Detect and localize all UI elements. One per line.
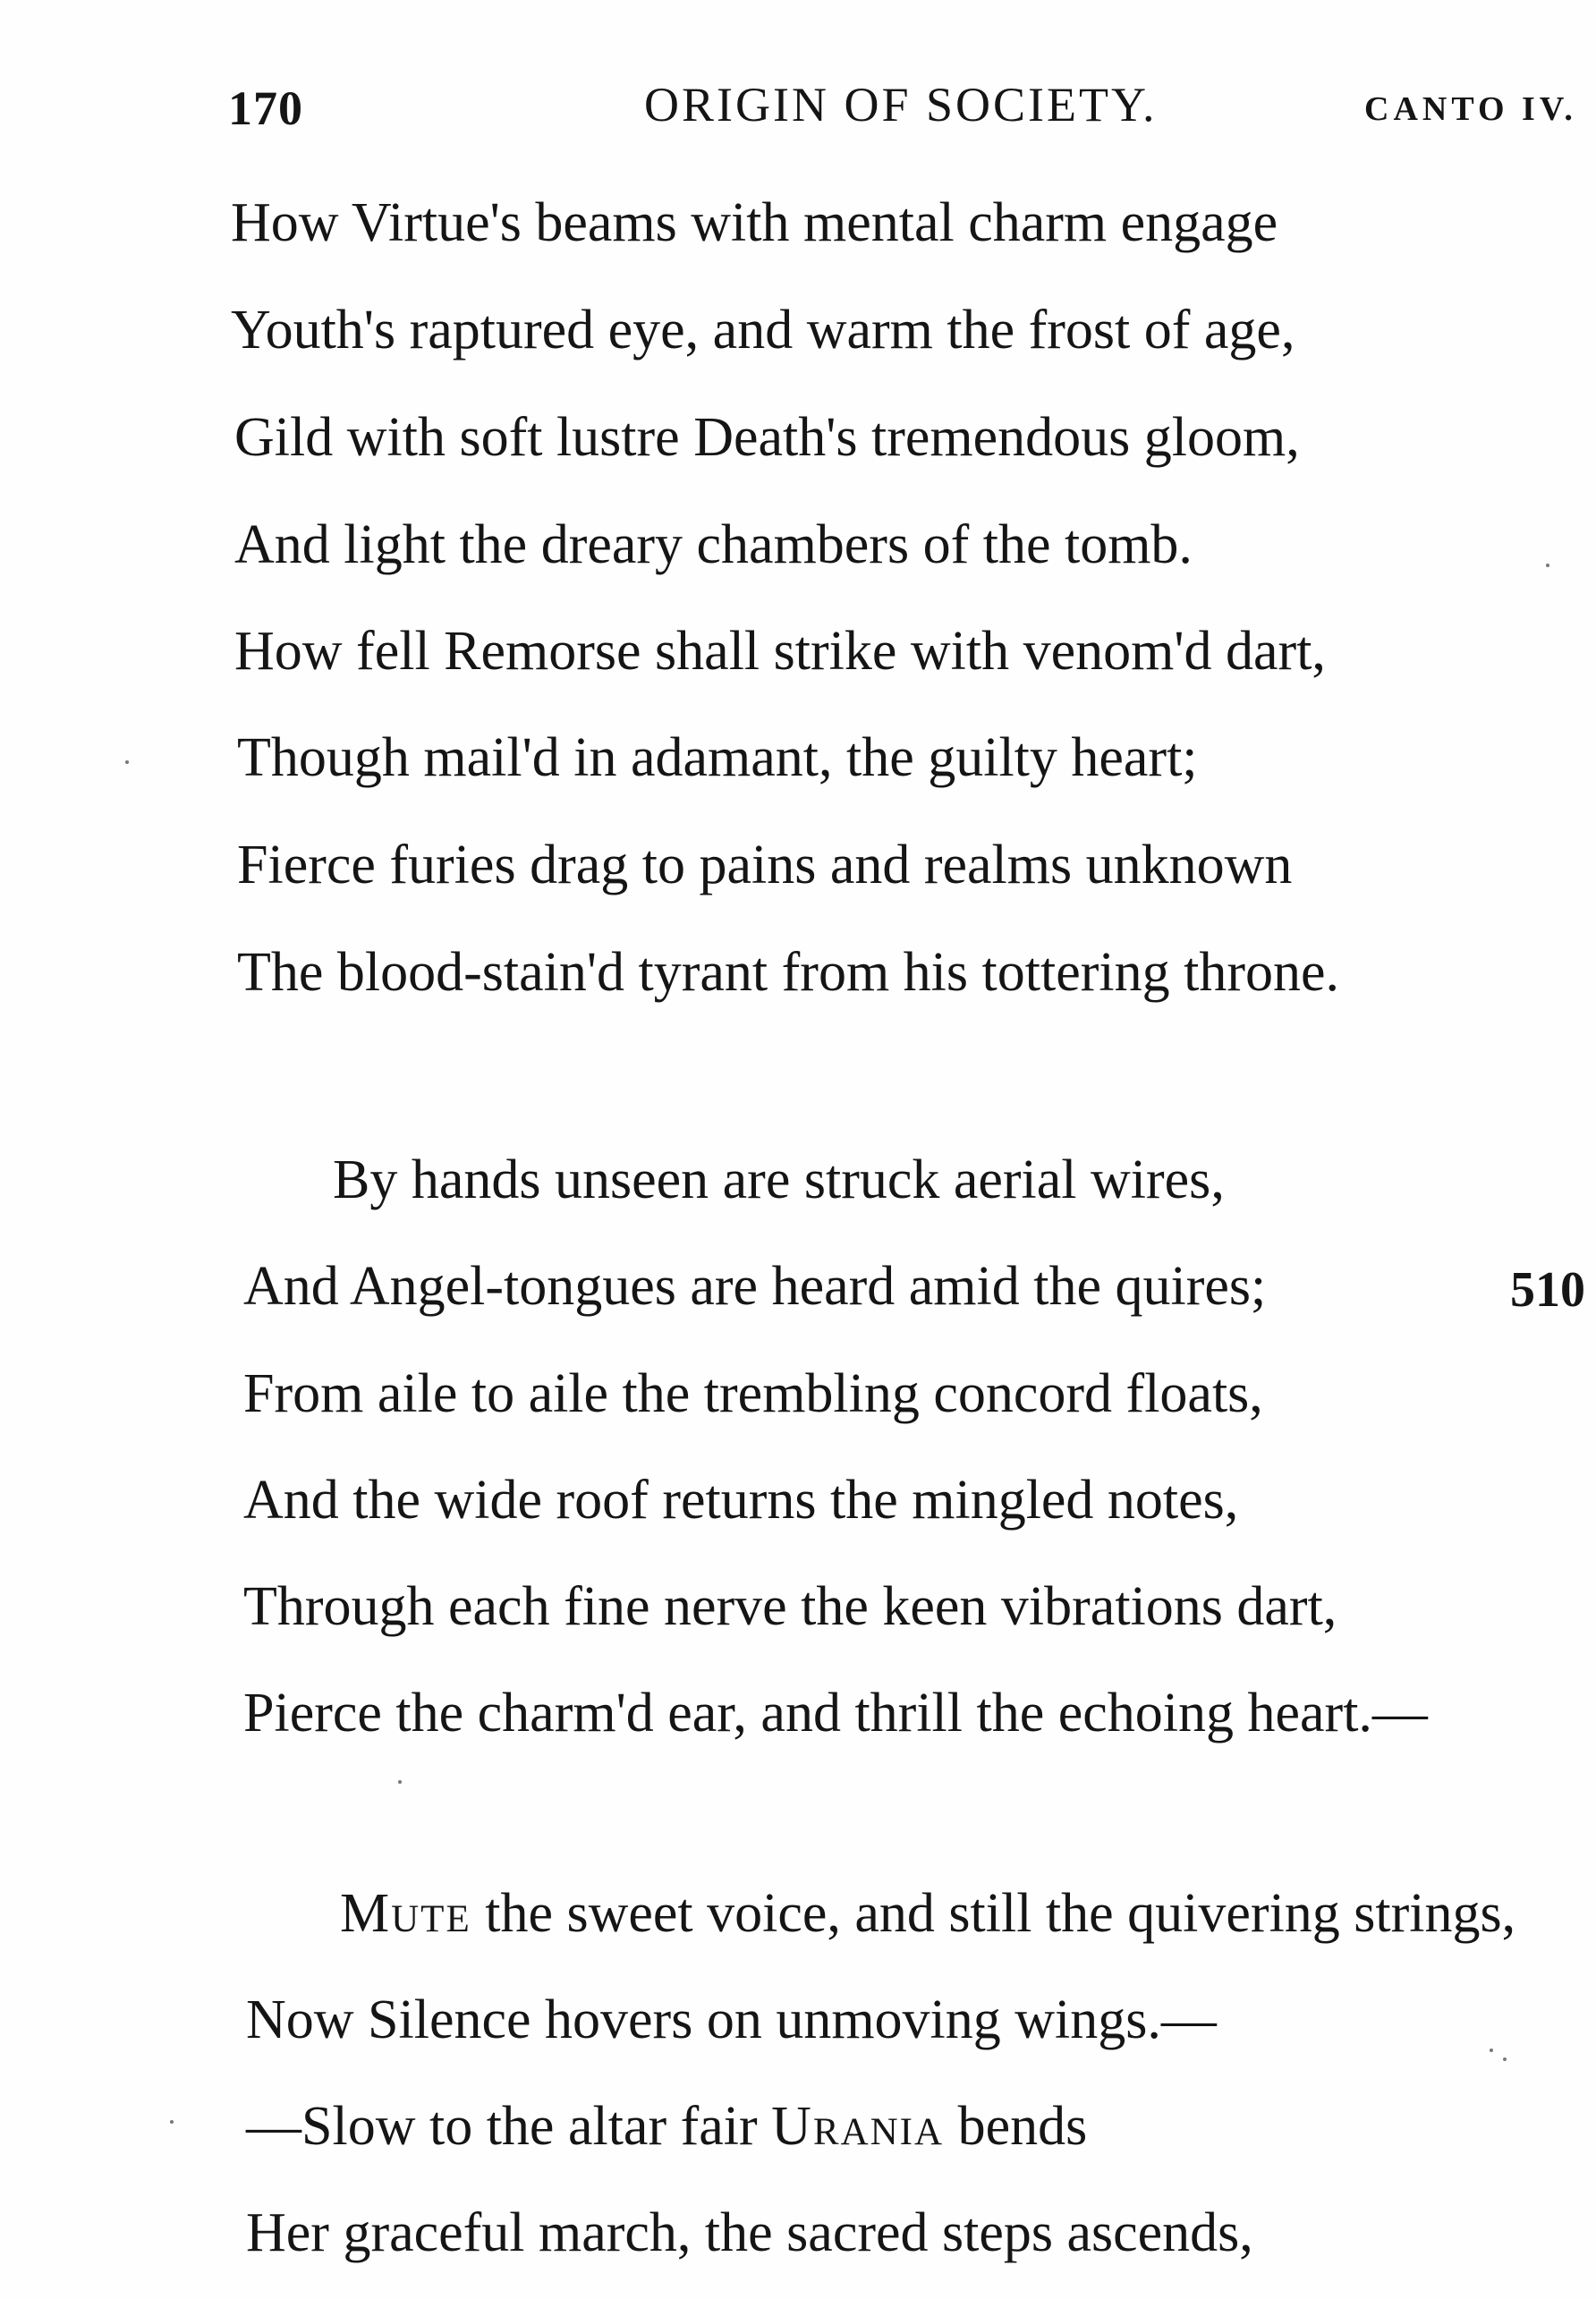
verse-line: And the wide roof returns the mingled notes,	[243, 1470, 1239, 1531]
verse-line: Youth's raptured eye, and warm the frost of age,	[231, 300, 1295, 361]
urania-name: Urania	[771, 2096, 945, 2157]
verse-line: Through each fine nerve the keen vibrations dart,	[243, 1576, 1337, 1637]
scan-speck	[170, 2120, 174, 2124]
running-title: ORIGIN OF SOCIETY.	[644, 78, 1158, 131]
scan-speck	[1490, 2049, 1493, 2052]
verse-line: And light the dreary chambers of the tomb.	[234, 514, 1193, 575]
verse-line-end: bends	[944, 2096, 1088, 2157]
verse-line: Though mail'd in adamant, the guilty heart;	[237, 727, 1198, 788]
verse-line: And Angel-tongues are heard amid the quires;	[243, 1256, 1267, 1317]
verse-line: Gild with soft lustre Death's tremendous gloom,	[234, 407, 1300, 468]
verse-line: The blood-stain'd tyrant from his tottering throne.	[237, 942, 1339, 1003]
verse-line: Now Silence hovers on unmoving wings.—	[246, 1989, 1217, 2050]
running-header	[0, 70, 1596, 150]
verse-line	[246, 2096, 1088, 2157]
scan-speck	[1546, 564, 1549, 567]
verse-line: Fierce furies drag to pains and realms unknown	[237, 835, 1293, 895]
scan-speck	[125, 760, 129, 764]
scan-speck	[1503, 2057, 1507, 2061]
verse-line	[340, 1883, 1516, 1944]
scan-speck	[398, 1780, 402, 1784]
canto-label: CANTO IV.	[1364, 90, 1577, 128]
verse-line: Pierce the charm'd ear, and thrill the echoing heart.—	[243, 1683, 1428, 1743]
page-number: 170	[228, 81, 303, 135]
initial-word: Mute	[340, 1883, 471, 1944]
verse-line: From aile to aile the trembling concord floats,	[243, 1363, 1263, 1424]
line-number: 510	[1510, 1262, 1585, 1318]
verse-line-start: —Slow to the altar fair	[246, 2096, 772, 2157]
verse-line: By hands unseen are struck aerial wires,	[333, 1150, 1225, 1210]
verse-line: How fell Remorse shall strike with venom'd dart,	[234, 621, 1326, 682]
verse-line: Her graceful march, the sacred steps ascends,	[246, 2202, 1253, 2263]
verse-line-rest: the sweet voice, and still the quivering strings,	[471, 1883, 1516, 1944]
verse-line: How Virtue's beams with mental charm engage	[231, 192, 1278, 253]
